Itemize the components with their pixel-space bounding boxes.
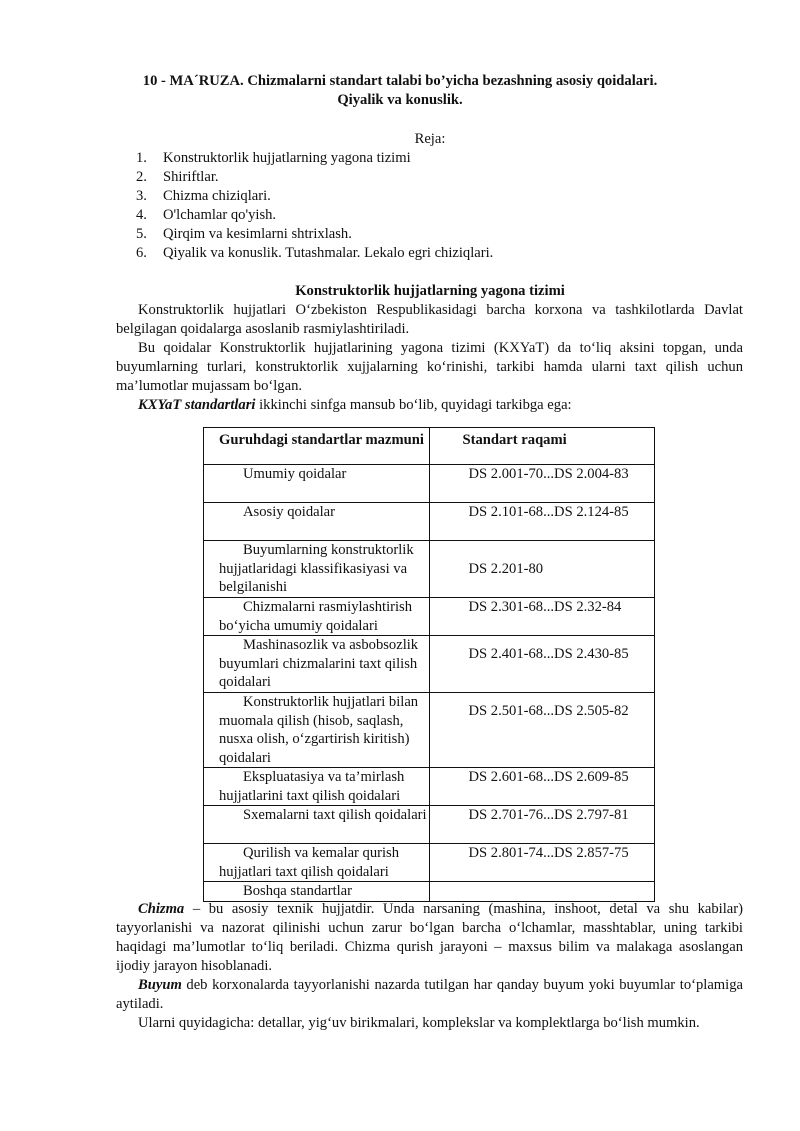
- paragraph-text: Bu qoidalar Konstruktorlik hujjatlarining yagona tizimi (KXYaT) da to‘liq aksini topgan, unda buyumlarning turlari, konstruktorlik xujjalarning ko‘rinishi, tarkibi hamda ularni taxt qilish uchun ma’lumotlar mujassam bo‘lgan.: [116, 340, 743, 394]
- cell-text: DS 2.301-68...DS 2.32-84: [468, 599, 622, 615]
- cell-text: DS 2.701-76...DS 2.797-81: [468, 807, 629, 823]
- cell-text: Buyumlarning konstruktorlik hujjatlaridagi klassifikasiyasi va belgilanishi: [219, 542, 414, 595]
- table-row: [204, 598, 655, 636]
- cell-text: Umumiy qoidalar: [243, 466, 347, 482]
- table-cell: [204, 882, 430, 902]
- paragraph: [116, 1014, 743, 1033]
- table-cell: [204, 465, 430, 503]
- plan-item-text: Qiyalik va konuslik. Tutashmalar. Lekalo egri chiziqlari.: [163, 245, 494, 261]
- table-cell: [204, 806, 430, 844]
- paragraph-text: deb korxonalarda tayyorlanishi nazarda tutilgan har qanday buyum yoki buyumlar to‘plamiga aytiladi.: [116, 977, 743, 1012]
- table-cell: [429, 806, 655, 844]
- plan-item-text: Chizma chiziqlari.: [163, 188, 271, 204]
- plan-item-number: 2.: [136, 169, 147, 185]
- cell-text: Qurilish va kemalar qurish hujjatlari taxt qilish qoidalari: [219, 845, 400, 880]
- cell-text: DS 2.201-80: [468, 560, 544, 577]
- plan-item-number: 3.: [136, 188, 147, 204]
- table-cell: [204, 693, 430, 768]
- plan-item: [136, 244, 493, 263]
- cell-text: DS 2.601-68...DS 2.609-85: [468, 769, 629, 785]
- table-row: [204, 882, 655, 902]
- table-cell: [204, 598, 430, 636]
- term-buyum: Buyum: [138, 977, 182, 993]
- paragraph: [116, 339, 743, 396]
- lecture-title-line-1: 10 - MA´RUZA. Chizmalarni standart talabi bo’yicha bezashning asosiy qoidalari.: [142, 73, 658, 89]
- cell-text: Konstruktorlik hujjatlari bilan muomala qilish (hisob, saqlash, nusxa olish, o‘zgartirish kiritish) qoidalari: [219, 694, 419, 766]
- table-cell: [429, 693, 655, 768]
- table-header-row: [204, 428, 655, 465]
- lecture-title: [120, 72, 680, 110]
- plan-item: [136, 149, 493, 168]
- cell-text: Mashinasozlik va asbobsozlik buyumlari chizmalarini taxt qilish qoidalari: [219, 637, 419, 690]
- lecture-title-line-2: Qiyalik va konuslik.: [337, 92, 463, 108]
- table-row: [204, 806, 655, 844]
- term-chizma: Chizma: [138, 901, 185, 917]
- plan-item-text: Konstruktorlik hujjatlarning yagona tizimi: [163, 150, 411, 166]
- cell-text: DS 2.401-68...DS 2.430-85: [468, 646, 629, 662]
- cell-text: Sxemalarni taxt qilish qoidalari: [243, 807, 427, 823]
- table-cell: [429, 598, 655, 636]
- table-cell: [429, 768, 655, 806]
- plan-item-text: Shiriftlar.: [163, 169, 219, 185]
- table-cell: [429, 541, 655, 598]
- cell-text: DS 2.801-74...DS 2.857-75: [468, 845, 629, 861]
- plan-item-text: Qirqim va kesimlarni shtrixlash.: [163, 226, 352, 242]
- table-cell: [204, 541, 430, 598]
- cell-text: Boshqa standartlar: [243, 883, 353, 899]
- table-row: [204, 693, 655, 768]
- plan-item-text: O'lchamlar qo'yish.: [163, 207, 277, 223]
- paragraph: [116, 976, 743, 1014]
- plan-item: [136, 187, 493, 206]
- paragraph-text: Konstruktorlik hujjatlari O‘zbekiston Respublikasidagi barcha korxona va tashkilotlarda Davlat belgilagan qoidalarga asoslanib rasmiylashtiriladi.: [116, 302, 743, 337]
- plan-item-number: 5.: [136, 226, 147, 242]
- term-kxyat-standards: KXYaT standartlari: [138, 397, 256, 413]
- paragraph-text: – bu asosiy texnik hujjatdir. Unda narsaning (mashina, inshoot, detal va shu kabilar) tayyorlanishi va nazorat qilinishi uchun zarur bo‘lgan barcha o‘lchamlar, masshtablar, uning tarkibi haqidagi ma’lumotlar to‘liq beriladi. Chizma qurish jarayoni – maxsus bilim va malakaga asoslangan ijodiy jarayon hisoblanadi.: [116, 901, 743, 974]
- table-row: [204, 541, 655, 598]
- standards-table: [203, 427, 655, 902]
- table-cell: [429, 503, 655, 541]
- cell-text: Asosiy qoidalar: [243, 504, 336, 520]
- paragraph: [116, 396, 743, 415]
- section-title: Konstruktorlik hujjatlarning yagona tizimi: [295, 283, 565, 299]
- cell-text: DS 2.501-68...DS 2.505-82: [468, 703, 629, 719]
- cell-text: DS 2.001-70...DS 2.004-83: [468, 466, 629, 482]
- plan-item-number: 6.: [136, 245, 147, 261]
- table-cell: [429, 844, 655, 882]
- cell-text: Ekspluatasiya va ta’mirlash hujjatlarini taxt qilish qoidalari: [219, 769, 405, 804]
- table-cell: [204, 768, 430, 806]
- plan-heading: Reja:: [414, 131, 446, 147]
- table-row: [204, 503, 655, 541]
- table-cell: [429, 636, 655, 693]
- table-cell: [429, 465, 655, 503]
- paragraph-text: ikkinchi sinfga mansub bo‘lib, quyidagi tarkibga ega:: [255, 397, 572, 413]
- table-header-content: Guruhdagi standartlar mazmuni: [204, 428, 430, 465]
- table-row: [204, 636, 655, 693]
- table-row: [204, 768, 655, 806]
- paragraph: [116, 900, 743, 976]
- table-cell: [204, 636, 430, 693]
- paragraph-text: Ularni quyidagicha: detallar, yig‘uv birikmalari, komplekslar va komplektlarga bo‘lish mumkin.: [138, 1015, 700, 1031]
- plan-item-number: 1.: [136, 150, 147, 166]
- table-cell: [429, 882, 655, 902]
- plan-item: [136, 168, 493, 187]
- cell-text: Chizmalarni rasmiylashtirish bo‘yicha umumiy qoidalari: [219, 599, 413, 634]
- table-cell: [204, 844, 430, 882]
- plan-item: [136, 206, 493, 225]
- table-row: [204, 465, 655, 503]
- table-row: [204, 844, 655, 882]
- table-cell: [204, 503, 430, 541]
- plan-item-number: 4.: [136, 207, 147, 223]
- paragraph: [116, 301, 743, 339]
- table-header-number: Standart raqami: [429, 428, 655, 465]
- cell-text: DS 2.101-68...DS 2.124-85: [468, 504, 629, 520]
- plan-list: [136, 149, 493, 263]
- plan-item: [136, 225, 493, 244]
